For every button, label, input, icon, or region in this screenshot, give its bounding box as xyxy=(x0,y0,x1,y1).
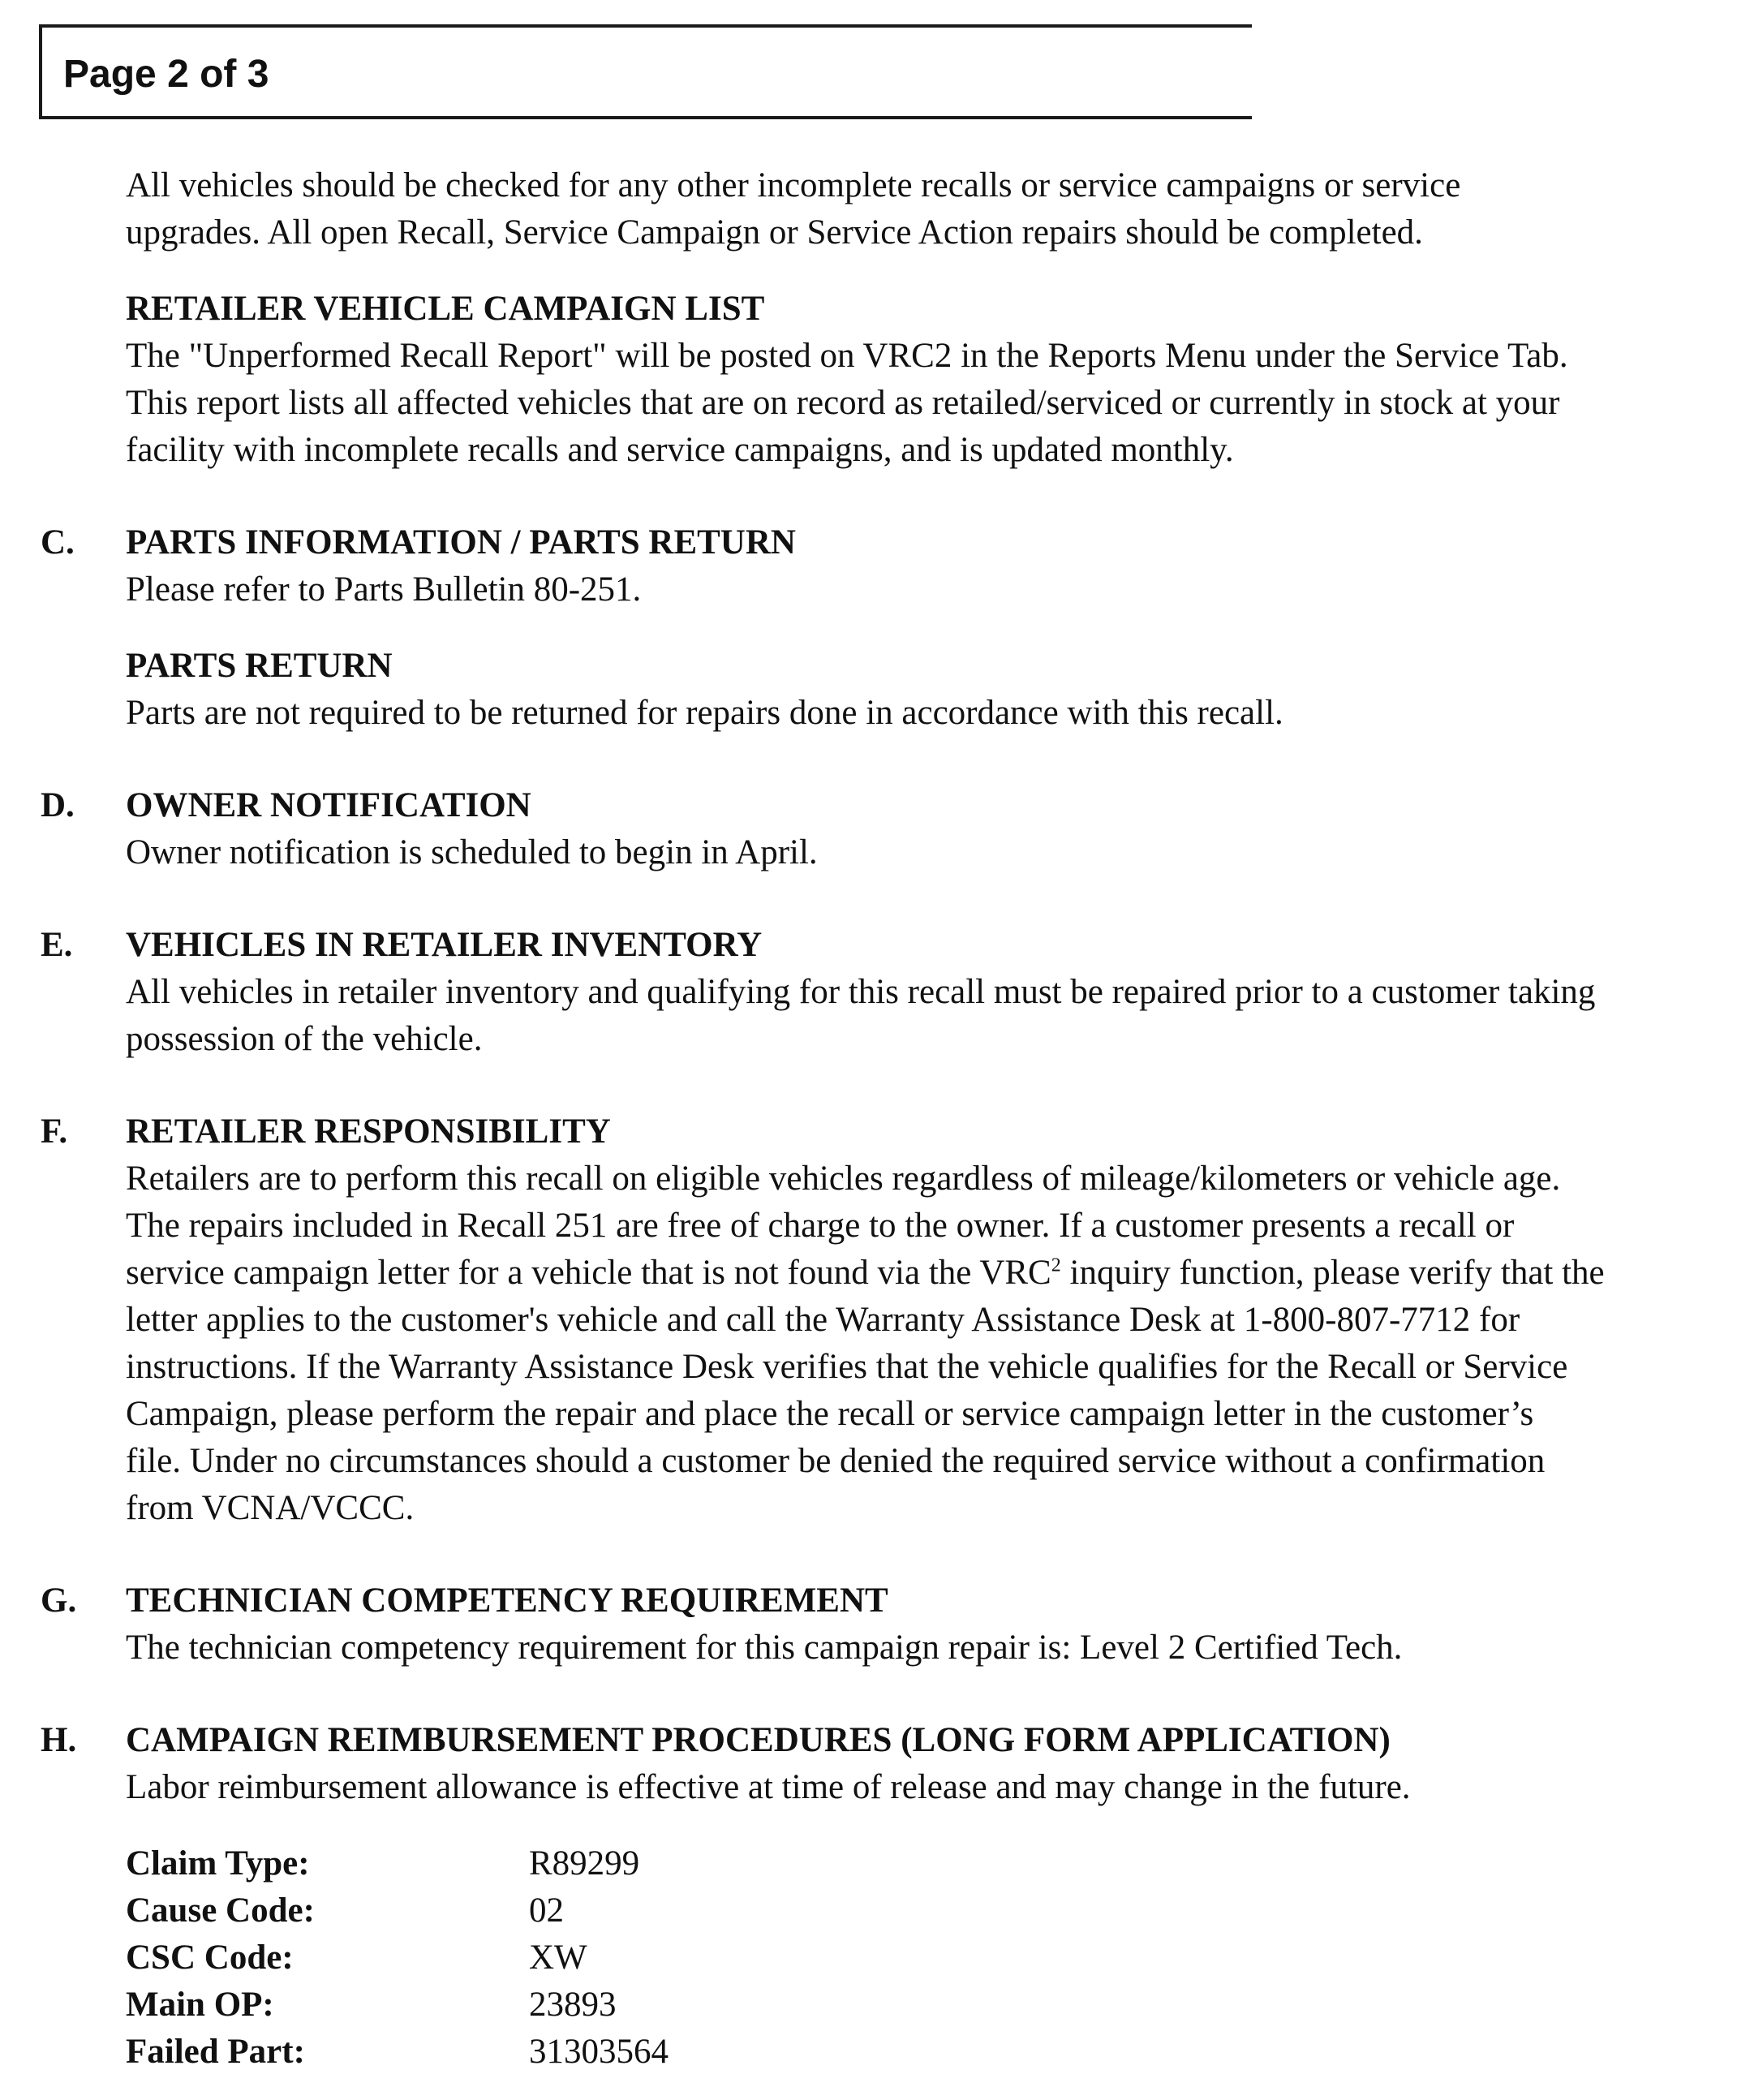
claim-type-label: Claim Type: xyxy=(126,1844,310,1883)
page-number-label: Page 2 of 3 xyxy=(63,53,269,96)
claim-info-table xyxy=(126,1840,1716,2076)
section-line: letter applies to the customer's vehicle and call the Warranty Assistance Desk at 1-800-807-7712 for xyxy=(126,1301,1520,1339)
intro-line: All vehicles should be checked for any other incomplete recalls or service campaigns or service xyxy=(126,166,1461,204)
page-number-box xyxy=(39,24,1252,119)
csc-code-value: XW xyxy=(529,1939,587,1977)
section-heading: TECHNICIAN COMPETENCY REQUIREMENT xyxy=(126,1581,888,1620)
section-heading: CAMPAIGN REIMBURSEMENT PROCEDURES (LONG FORM APPLICATION) xyxy=(126,1721,1391,1759)
vrc-line-end: inquiry function, please verify that the xyxy=(1060,1254,1605,1292)
retailer-list-line: The "Unperformed Recall Report" will be posted on VRC2 in the Reports Menu under the Service Tab. xyxy=(126,337,1568,375)
section-f xyxy=(41,1108,1716,1532)
section-h xyxy=(41,1717,1716,2076)
main-op-label: Main OP: xyxy=(126,1986,274,2024)
section-line: file. Under no circumstances should a customer be denied the required service without a confirmation xyxy=(126,1442,1546,1480)
section-heading: OWNER NOTIFICATION xyxy=(126,786,531,824)
cause-code-value: 02 xyxy=(529,1891,564,1930)
section-heading: PARTS INFORMATION / PARTS RETURN xyxy=(126,523,796,562)
section-line: The technician competency requirement for this campaign repair is: Level 2 Certified Tech. xyxy=(126,1629,1403,1667)
section-line: from VCNA/VCCC. xyxy=(126,1489,415,1527)
section-line: Owner notification is scheduled to begin in April. xyxy=(126,833,818,871)
section-letter: H. xyxy=(41,1721,77,1759)
csc-code-label: CSC Code: xyxy=(126,1939,294,1977)
section-line: instructions. If the Warranty Assistance Desk verifies that the vehicle qualifies for the Recall or Service xyxy=(126,1348,1568,1386)
retailer-list-line: facility with incomplete recalls and service campaigns, and is updated monthly. xyxy=(126,431,1234,469)
section-line: The repairs included in Recall 251 are free of charge to the owner. If a customer presents a recall or xyxy=(126,1207,1515,1245)
section-letter: G. xyxy=(41,1581,77,1620)
section-g xyxy=(41,1577,1716,1672)
intro-paragraph xyxy=(126,162,1716,256)
section-line: Labor reimbursement allowance is effective at time of release and may change in the future. xyxy=(126,1768,1411,1806)
section-d xyxy=(41,782,1716,876)
retailer-list-line: This report lists all affected vehicles that are on record as retailed/serviced or currently in stock at your xyxy=(126,384,1560,422)
section-letter: E. xyxy=(41,926,73,964)
superscript: 2 xyxy=(1051,1254,1061,1276)
section-line: Retailers are to perform this recall on eligible vehicles regardless of mileage/kilometers or vehicle age. xyxy=(126,1160,1561,1198)
failed-part-value: 31303564 xyxy=(529,2033,669,2071)
section-letter: F. xyxy=(41,1112,68,1151)
parts-return-line: Parts are not required to be returned for repairs done in accordance with this recall. xyxy=(126,694,1283,732)
vrc-line-start: service campaign letter for a vehicle that is not found via the VRC xyxy=(126,1254,1051,1292)
section-line xyxy=(126,1250,1716,1297)
section-heading: RETAILER RESPONSIBILITY xyxy=(126,1112,611,1151)
document-body xyxy=(41,162,1716,2076)
cause-code-label: Cause Code: xyxy=(126,1891,315,1930)
section-line: All vehicles in retailer inventory and qualifying for this recall must be repaired prior to a customer taking xyxy=(126,973,1596,1011)
section-line: Campaign, please perform the repair and place the recall or service campaign letter in the customer’s xyxy=(126,1395,1534,1433)
failed-part-label: Failed Part: xyxy=(126,2033,305,2071)
section-e xyxy=(41,922,1716,1063)
retailer-campaign-list xyxy=(126,286,1716,474)
main-op-value: 23893 xyxy=(529,1986,617,2024)
parts-return-heading: PARTS RETURN xyxy=(126,647,393,685)
section-heading: VEHICLES IN RETAILER INVENTORY xyxy=(126,926,763,964)
retailer-list-heading: RETAILER VEHICLE CAMPAIGN LIST xyxy=(126,290,765,328)
section-line: possession of the vehicle. xyxy=(126,1020,483,1058)
claim-type-value: R89299 xyxy=(529,1844,640,1883)
section-letter: D. xyxy=(41,786,75,824)
intro-line: upgrades. All open Recall, Service Campaign or Service Action repairs should be completed. xyxy=(126,213,1423,252)
section-c xyxy=(41,519,1716,737)
section-letter: C. xyxy=(41,523,75,562)
section-line: Please refer to Parts Bulletin 80-251. xyxy=(126,570,642,609)
